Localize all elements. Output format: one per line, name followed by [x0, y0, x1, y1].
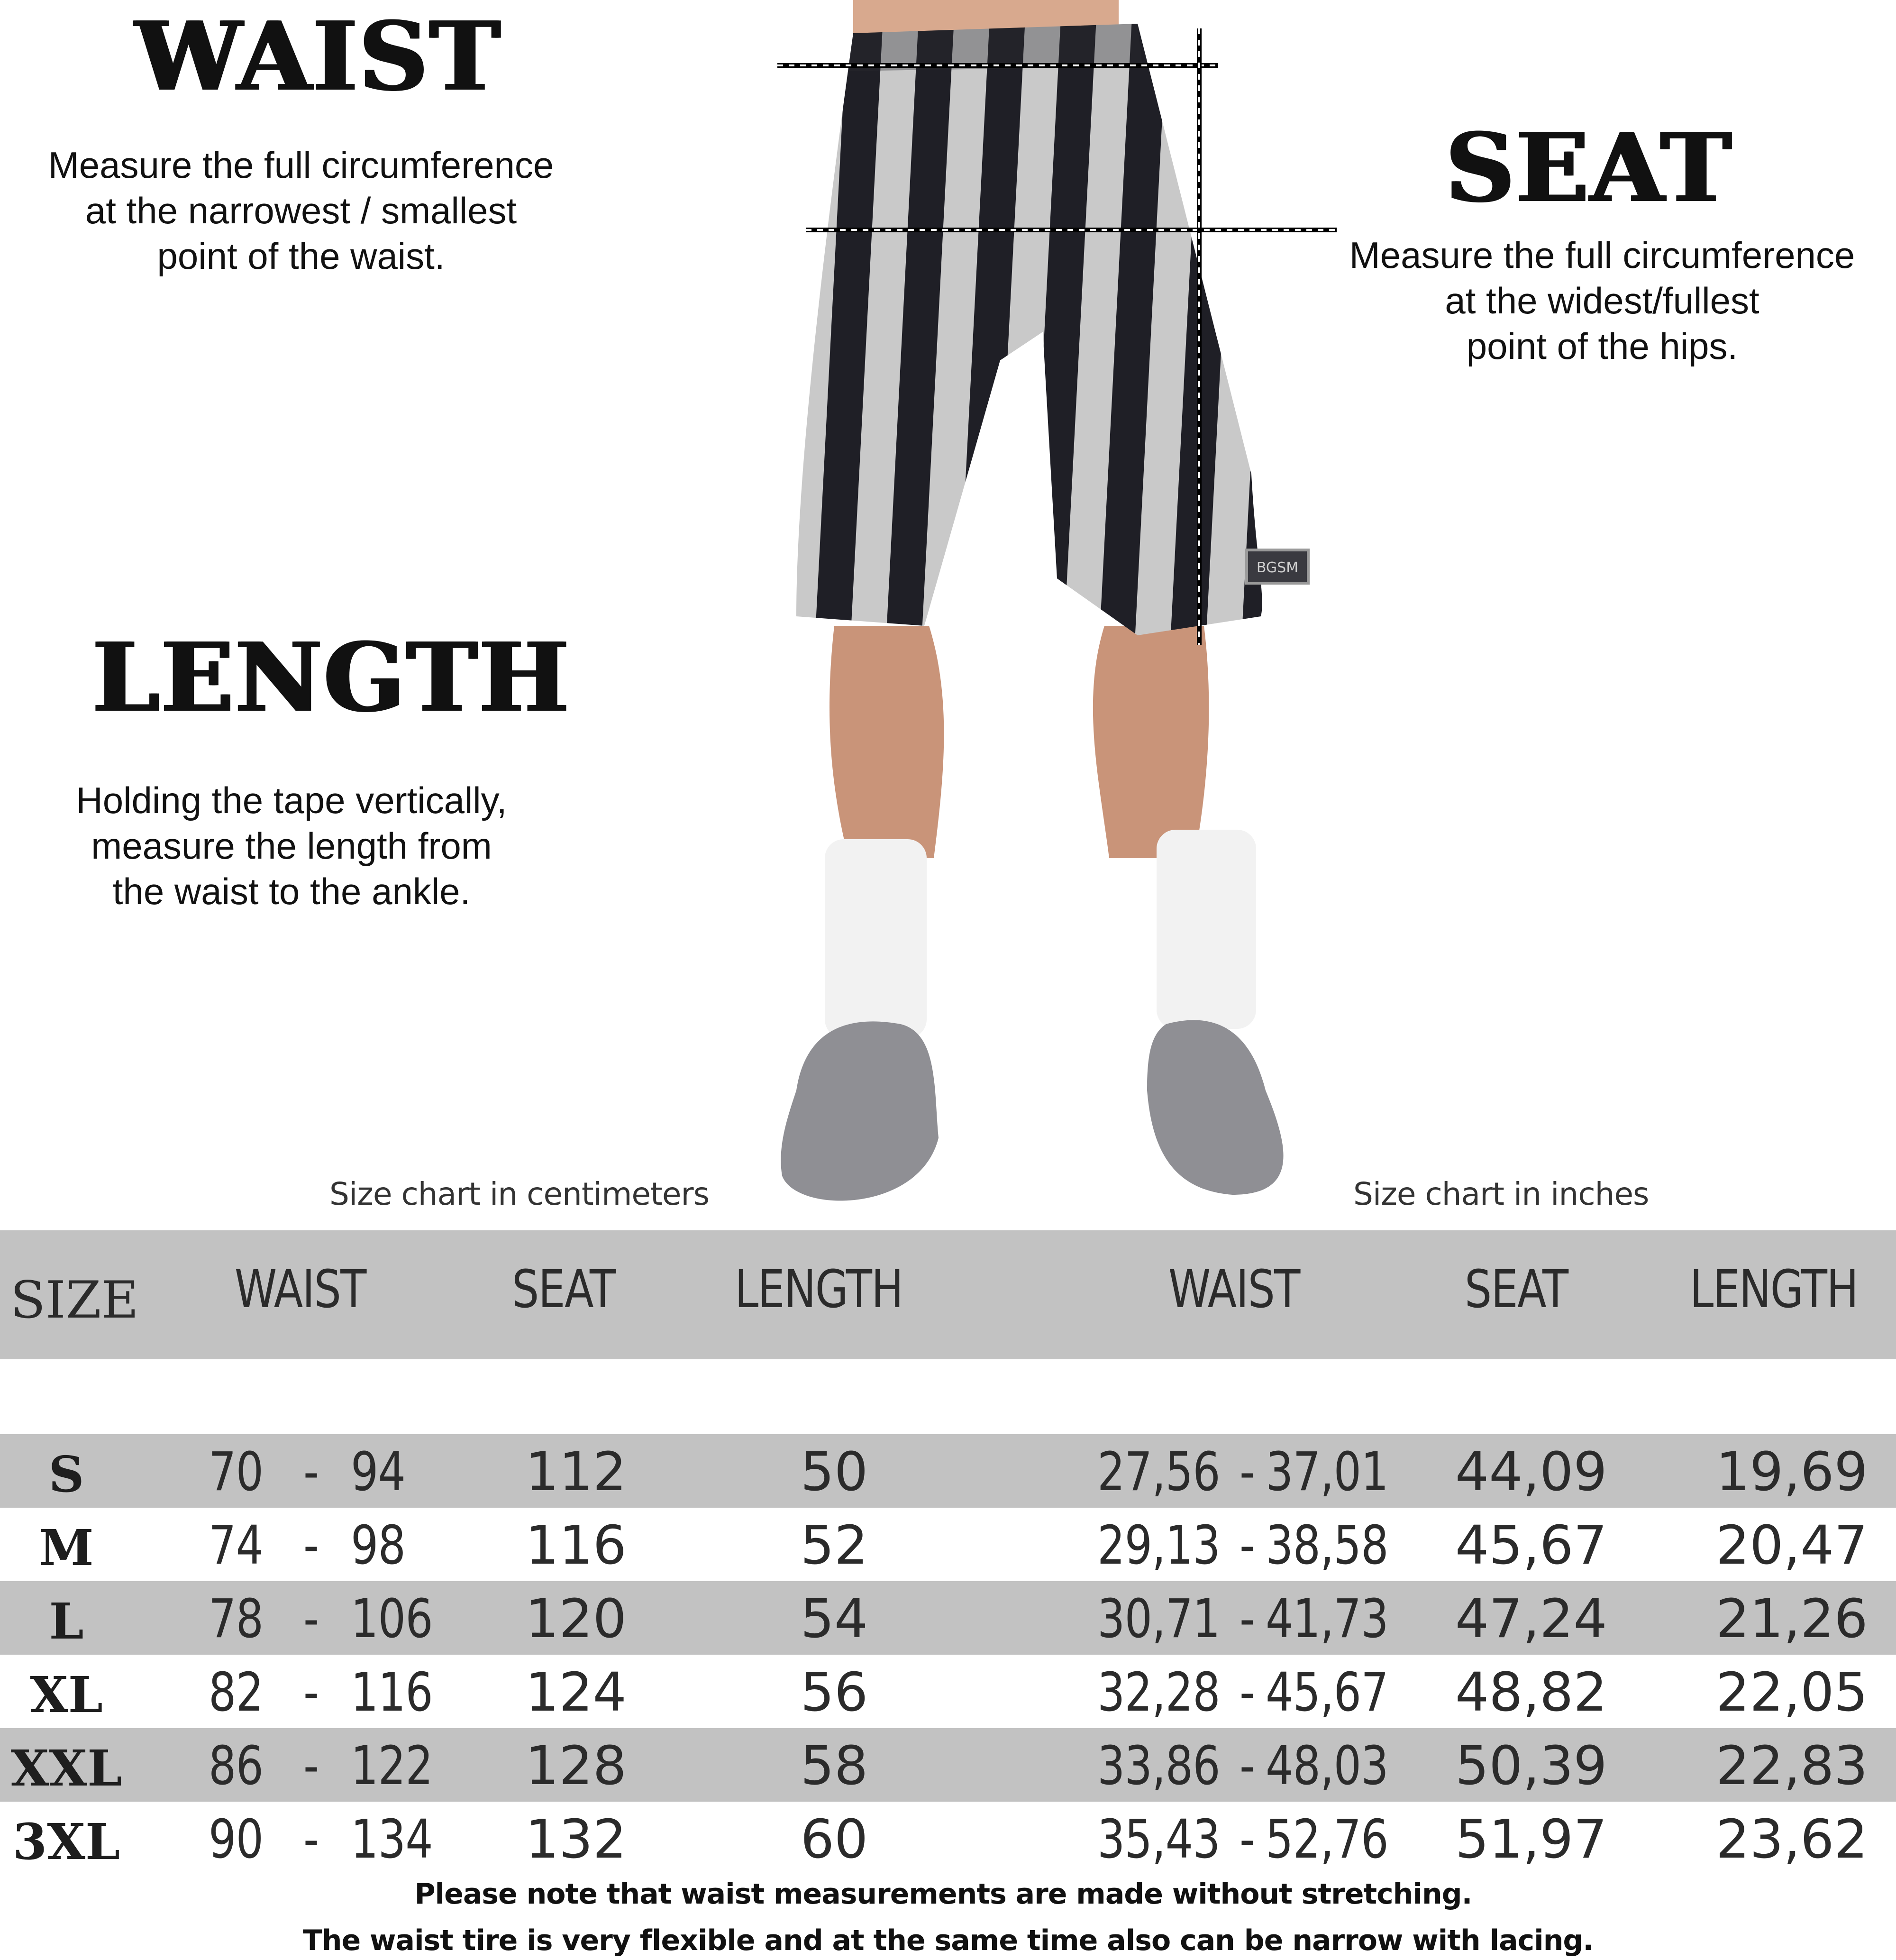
cm-waist-min-cell: 90 — [209, 1809, 264, 1870]
range-dash: - — [303, 1588, 319, 1650]
in-length-cell: 19,69 — [1716, 1441, 1868, 1503]
cm-waist-min-cell: 82 — [209, 1662, 264, 1723]
seat-description-line: point of the hips. — [1466, 325, 1738, 367]
right-sock — [1157, 830, 1256, 1029]
in-waist-max-cell: 45,67 — [1266, 1662, 1388, 1723]
waist-title: WAIST — [135, 1, 502, 112]
caption-centimeters: Size chart in centimeters — [329, 1176, 709, 1212]
waist-description-line: Measure the full circumference — [48, 144, 554, 186]
in-waist-max-cell: 38,58 — [1266, 1515, 1388, 1576]
cm-length-cell: 58 — [800, 1735, 868, 1797]
cm-seat-cell: 132 — [525, 1809, 627, 1870]
range-dash: - — [1240, 1441, 1255, 1503]
cm-waist-min-cell: 86 — [209, 1735, 264, 1797]
in-length-cell: 20,47 — [1716, 1515, 1868, 1576]
cm-seat-cell: 116 — [525, 1515, 627, 1576]
waist-description — [0, 142, 602, 279]
header-size: SIZE — [10, 1271, 139, 1330]
row-band — [0, 1581, 1896, 1655]
waist-description-line: at the narrowest / smallest — [85, 190, 517, 231]
header-in-length: LENGTH — [1690, 1259, 1858, 1319]
cm-waist-max-cell: 106 — [351, 1588, 433, 1650]
range-dash: - — [1240, 1662, 1255, 1723]
range-dash: - — [1240, 1809, 1255, 1870]
cm-length-cell: 60 — [800, 1809, 868, 1870]
cm-waist-max-cell: 122 — [351, 1735, 433, 1797]
cm-seat-cell: 128 — [525, 1735, 627, 1797]
cm-waist-max-cell: 94 — [351, 1441, 406, 1503]
header-cm-length: LENGTH — [735, 1259, 903, 1319]
size-label: 3XL — [12, 1813, 120, 1871]
header-in-seat: SEAT — [1465, 1259, 1568, 1319]
in-seat-cell: 45,67 — [1455, 1515, 1607, 1576]
header-cm-seat: SEAT — [512, 1259, 615, 1319]
size-label: S — [48, 1445, 84, 1503]
cm-length-cell: 56 — [800, 1662, 868, 1723]
header-in-waist: WAIST — [1168, 1259, 1300, 1319]
length-description-line: measure the length from — [91, 825, 492, 867]
range-dash: - — [303, 1441, 319, 1503]
in-waist-min-cell: 27,56 — [1097, 1441, 1220, 1503]
note-line-2: The waist tire is very flexible and at the same time also can be narrow with lacing. — [302, 1924, 1594, 1957]
waist-description-line: point of the waist. — [157, 235, 445, 277]
in-length-cell: 22,83 — [1716, 1735, 1868, 1797]
in-waist-min-cell: 29,13 — [1097, 1515, 1220, 1576]
row-band — [0, 1728, 1896, 1802]
cm-waist-min-cell: 74 — [209, 1515, 264, 1576]
cm-seat-cell: 112 — [525, 1441, 627, 1503]
range-dash: - — [1240, 1515, 1255, 1576]
range-dash: - — [1240, 1735, 1255, 1797]
cm-seat-cell: 120 — [525, 1588, 627, 1650]
in-seat-cell: 50,39 — [1455, 1735, 1607, 1797]
size-label: XL — [30, 1666, 103, 1724]
in-length-cell: 22,05 — [1716, 1662, 1868, 1723]
right-shoe — [1147, 1020, 1284, 1195]
cm-waist-max-cell: 98 — [351, 1515, 406, 1576]
in-seat-cell: 44,09 — [1455, 1441, 1607, 1503]
in-waist-min-cell: 33,86 — [1097, 1735, 1220, 1797]
length-description-line: the waist to the ankle. — [112, 870, 471, 912]
in-waist-min-cell: 30,71 — [1097, 1588, 1220, 1650]
cm-length-cell: 54 — [800, 1588, 868, 1650]
cm-length-cell: 50 — [800, 1441, 868, 1503]
right-leg — [1093, 626, 1209, 858]
range-dash: - — [303, 1809, 319, 1870]
in-waist-max-cell: 37,01 — [1266, 1441, 1388, 1503]
in-seat-cell: 48,82 — [1455, 1662, 1607, 1723]
in-length-cell: 21,26 — [1716, 1588, 1868, 1650]
left-shoe — [781, 1021, 939, 1200]
left-sock — [825, 839, 927, 1038]
length-description-line: Holding the tape vertically, — [76, 779, 507, 821]
size-label: M — [39, 1519, 94, 1577]
cm-waist-max-cell: 134 — [351, 1809, 433, 1870]
seat-description-line: Measure the full circumference — [1349, 234, 1855, 276]
caption-inches: Size chart in inches — [1353, 1176, 1649, 1212]
header-cm-waist: WAIST — [235, 1259, 366, 1319]
cm-waist-min-cell: 70 — [209, 1441, 264, 1503]
shorts — [796, 24, 1262, 635]
in-length-cell: 23,62 — [1716, 1809, 1868, 1870]
in-waist-min-cell: 35,43 — [1097, 1809, 1220, 1870]
cm-waist-min-cell: 78 — [209, 1588, 264, 1650]
size-label: XXL — [10, 1739, 122, 1797]
cm-seat-cell: 124 — [525, 1662, 627, 1723]
length-title: LENGTH — [92, 622, 571, 733]
seat-description-line: at the widest/fullest — [1445, 280, 1759, 321]
in-waist-min-cell: 32,28 — [1097, 1662, 1220, 1723]
in-waist-max-cell: 52,76 — [1266, 1809, 1388, 1870]
note-line-1: Please note that waist measurements are made without stretching. — [414, 1878, 1472, 1911]
row-band — [0, 1434, 1896, 1508]
in-seat-cell: 51,97 — [1455, 1809, 1607, 1870]
range-dash: - — [1240, 1588, 1255, 1650]
cm-length-cell: 52 — [800, 1515, 868, 1576]
range-dash: - — [303, 1515, 319, 1576]
product-photo-shorts — [777, 0, 1337, 1223]
in-waist-max-cell: 41,73 — [1266, 1588, 1388, 1650]
seat-title: SEAT — [1446, 112, 1733, 224]
range-dash: - — [303, 1662, 319, 1723]
seat-description — [1308, 232, 1896, 369]
in-waist-max-cell: 48,03 — [1266, 1735, 1388, 1797]
length-description — [0, 778, 583, 914]
in-seat-cell: 47,24 — [1455, 1588, 1607, 1650]
range-dash: - — [303, 1735, 319, 1797]
brand-tag-text: BGSM — [1256, 559, 1299, 576]
size-label: L — [49, 1592, 84, 1650]
left-leg — [830, 626, 944, 858]
cm-waist-max-cell: 116 — [351, 1662, 433, 1723]
